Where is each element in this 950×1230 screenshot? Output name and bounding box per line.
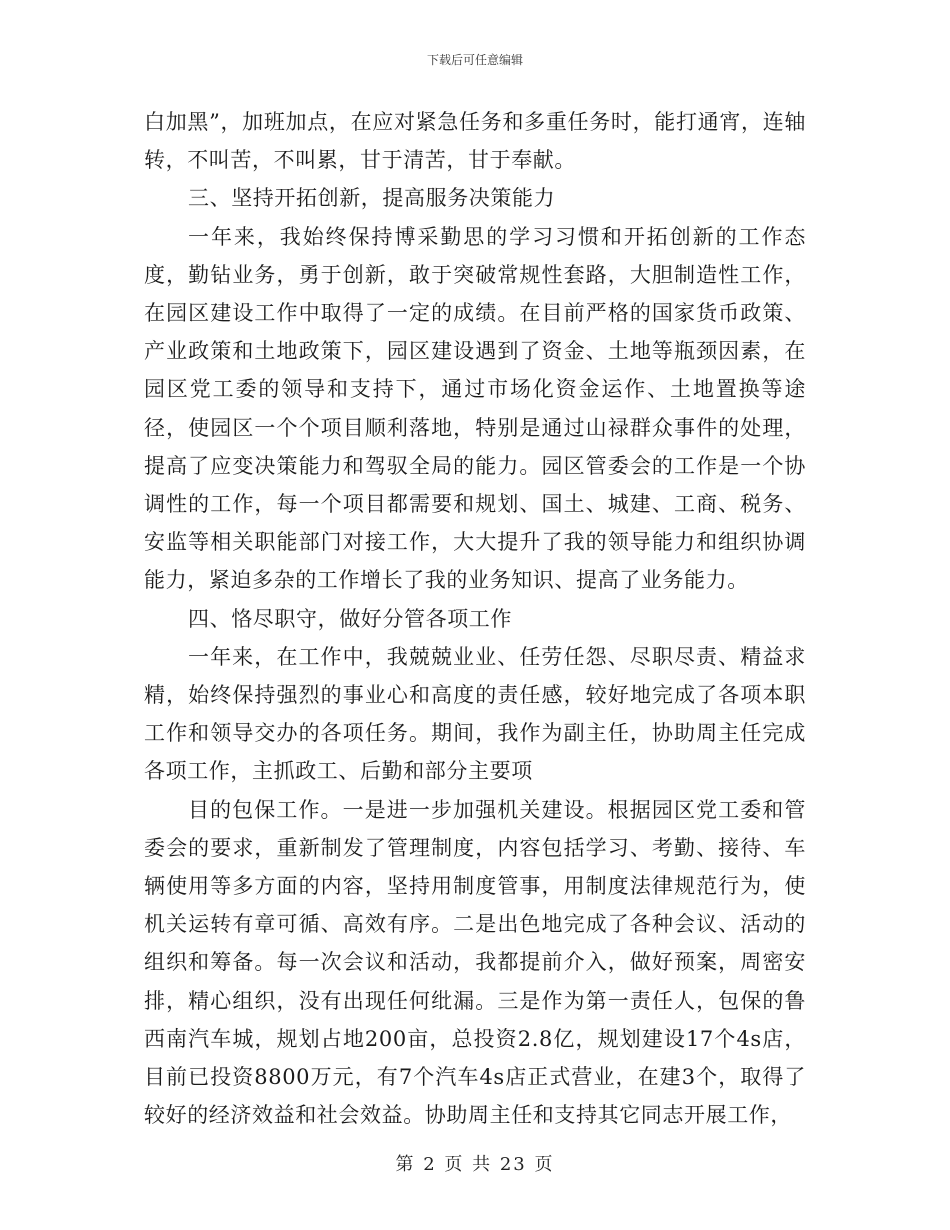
document-body bbox=[144, 103, 806, 1134]
body-paragraph: 一年来，我始终保持博采勤思的学习习惯和开拓创新的工作态度，勤钻业务，勇于创新，敢于突破常规性套路，大胆制造性工作，在园区建设工作中取得了一定的成绩。在目前严格的国家货币政策、产业政策和土地政策下，园区建设遇到了资金、土地等瓶颈因素，在园区党工委的领导和支持下，通过市场化资金运作、土地置换等途径，使园区一个个项目顺利落地，特别是通过山禄群众事件的处理，提高了应变决策能力和驾驭全局的能力。园区管委会的工作是一个协调性的工作，每一个项目都需要和规划、国土、城建、工商、税务、安监等相关职能部门对接工作，大大提升了我的领导能力和组织协调能力，紧迫多杂的工作增长了我的业务知识、提高了业务能力。 bbox=[144, 224, 806, 593]
section-heading: 四、恪尽职守，做好分管各项工作 bbox=[188, 606, 512, 631]
body-paragraph: 白加黑”，加班加点，在应对紧急任务和多重任务时，能打通宵，连轴转，不叫苦，不叫累，甘于清苦，甘于奉献。 bbox=[144, 110, 806, 173]
section-heading: 三、坚持开拓创新，提高服务决策能力 bbox=[188, 186, 556, 211]
body-paragraph: 一年来，在工作中，我兢兢业业、任劳任怨、尽职尽责、精益求精，始终保持强烈的事业心和高度的责任感，较好地完成了各项本职工作和领导交办的各项任务。期间，我作为副主任，协助周主任完成各项工作，主抓政工、后勤和部分主要项 bbox=[144, 644, 806, 784]
page-header: 下载后可任意编辑 bbox=[426, 53, 523, 67]
page-number-footer: 第 2 页 共 23 页 bbox=[395, 1154, 555, 1175]
body-paragraph: 目的包保工作。一是进一步加强机关建设。根据园区党工委和管委会的要求，重新制发了管理制度，内容包括学习、考勤、接待、车辆使用等多方面的内容，坚持用制度管事，用制度法律规范行为，使机关运转有章可循、高效有序。二是出色地完成了各种会议、活动的组织和筹备。每一次会议和活动，我都提前介入，做好预案，周密安排，精心组织，没有出现任何纰漏。三是作为第一责任人，包保的鲁西南汽车城，规划占地200亩，总投资2.8亿，规划建设17个4s店，目前已投资8800万元，有7个汽车4s店正式营业，在建3个，取得了较好的经济效益和社会效益。协助周主任和支持其它同志开展工作， bbox=[144, 797, 806, 1128]
